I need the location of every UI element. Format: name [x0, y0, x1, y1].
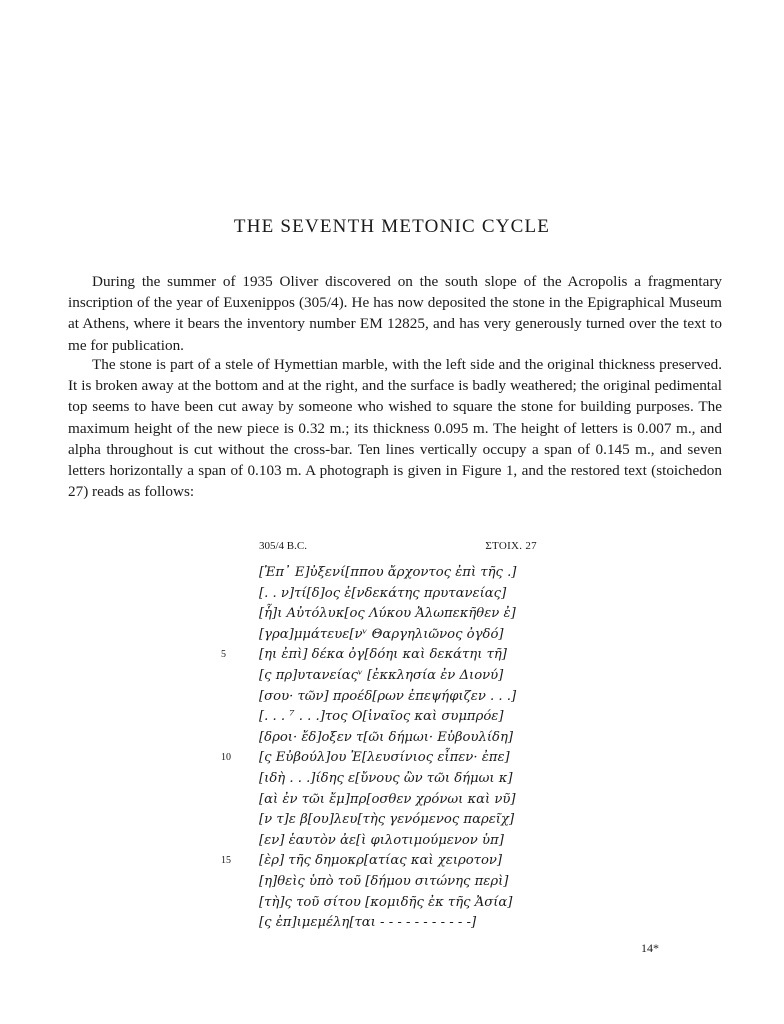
line-text: [αὶ ἐν τῶι ἔμ]πρ[οσθεν χρόνωι καὶ νῦ]	[259, 791, 516, 807]
inscription-line	[259, 604, 559, 625]
page-title: THE SEVENTH METONIC CYCLE	[233, 216, 551, 237]
line-text: [. . ν]τί[δ]ος ἑ[νδεκάτης πρυτανείας]	[259, 585, 507, 601]
page-number: 14*	[641, 941, 659, 955]
inscription-line	[259, 831, 559, 852]
line-text: [η]θεὶς ὑπὸ τοῦ [δήμου σιτώνης περὶ]	[259, 873, 509, 889]
line-text: [σου· τῶν] προέδ[ρων ἐπεψήφιζεν . . .]	[259, 688, 517, 704]
inscription-line	[259, 666, 559, 687]
line-text: [τὴ]ς τοῦ σίτου [κομιδῆς ἐκ τῆς Ἀσία]	[259, 894, 513, 910]
inscription-line	[221, 851, 559, 872]
paragraph-stone-description: The stone is part of a stele of Hymettian marble, with the left side and the original thickness preserved. It is broken away at the bottom and at the right, and the surface is badly weathered; the original pedimental top seems to have been cut away by someone who wished to square the stone for building purposes. The maximum height of the new piece is 0.32 m.; its thickness 0.095 m. The height of letters is 0.007 m., and alpha throughout is cut without the cross-bar. Ten lines vertically occupy a span of 0.145 m., and seven letters horizontally a span of 0.103 m. A photograph is given in Figure 1, and the restored text (stoichedon 27) reads as follows:	[68, 356, 722, 501]
line-text: [εν] ἑαυτὸν ἀε[ὶ φιλοτιμούμενον ὑπ]	[259, 832, 504, 848]
line-text: [ὲρ] τῆς δημοκρ[ατίας καὶ χειροτον]	[259, 853, 503, 869]
line-text: [ς πρ]υτανείαςᵛ [ἐκκλησία ἐν Διονύ]	[259, 667, 504, 683]
line-text: [. . . ⁷ . . .]τος Ο[ἰναῖος καὶ συμπρόε]	[259, 709, 504, 725]
line-text: [ν τ]ε β[ου]λευ[τὴς γενόμενος παρεῖχ]	[259, 812, 515, 828]
inscription-line	[259, 790, 559, 811]
inscription-date: 305/4 B.C.	[259, 540, 307, 552]
inscription-line	[259, 563, 559, 584]
inscription-line	[259, 913, 559, 934]
inscription-line	[259, 872, 559, 893]
inscription-line	[259, 707, 559, 728]
inscription-line	[259, 584, 559, 605]
line-text: [ς ἐπ]ιμεμέλη[ται - - - - - - - - - - -]	[259, 915, 477, 931]
line-text: [ἧ]ι Αὐτόλυκ[ος Λύκου Ἀλωπεκῆθεν ἐ]	[259, 606, 516, 622]
inscription-line	[259, 728, 559, 749]
line-number: 15	[221, 855, 231, 867]
line-number: 5	[221, 649, 226, 661]
inscription-text	[221, 563, 559, 934]
inscription-stoichedon: ΣΤΟΙΧ. 27	[485, 540, 537, 552]
inscription-line	[259, 810, 559, 831]
inscription-line	[259, 687, 559, 708]
inscription-line	[259, 893, 559, 914]
line-number: 10	[221, 752, 231, 764]
line-text: [δροι· ἔδ]οξεν τ[ῶι δήμωι· Εὐβουλίδη]	[259, 729, 513, 745]
paragraph-discovery: During the summer of 1935 Oliver discovered on the south slope of the Acropolis a fragmentary inscription of the year of Euxenippos (305/4). He has now deposited the stone in the Epigraphical Museum at Athens, where it bears the inventory number EM 12825, and has very generously turned over the text to me for publication.	[68, 273, 722, 354]
inscription-line	[221, 645, 559, 666]
inscription-line	[259, 625, 559, 646]
inscription-line	[259, 769, 559, 790]
inscription-line	[221, 748, 559, 769]
line-text: [γρα]μμάτευε[νᵛ Θαργηλιῶνος ὀγδό]	[259, 626, 504, 642]
line-text: [Ἐπ᾽ Ε]ὐξενί[ππου ἄρχοντος ἐπὶ τῆς .]	[259, 565, 517, 580]
line-text: [ς Εὐβούλ]ου Ἐ[λευσίνιος εἶπεν· ἐπε]	[259, 750, 510, 766]
line-text: [ιδὴ . . .]ίδης ε[ὔνους ὢν τῶι δήμωι κ]	[259, 770, 513, 786]
line-text: [ηι ἐπὶ] δέκα ὀγ[δόηι καὶ δεκάτηι τῆ]	[259, 647, 507, 663]
